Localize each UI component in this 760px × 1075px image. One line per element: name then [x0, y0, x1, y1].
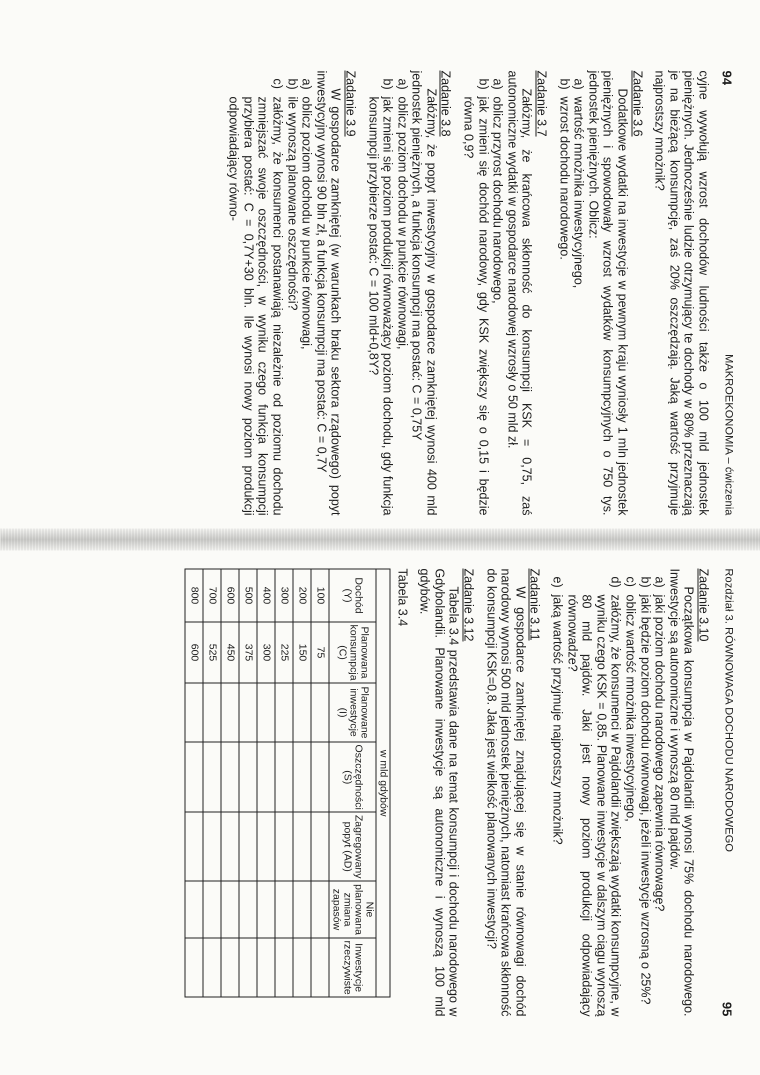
running-head: MAKROEKONOMIA – ćwiczenia [722, 353, 734, 515]
column-header: Dochód (Y) [329, 569, 376, 622]
task-title: Zadanie 3.6 [629, 70, 644, 137]
right-page-header [719, 568, 734, 1016]
page-number: 95 [719, 1001, 734, 1016]
left-page-header [719, 70, 734, 515]
running-head: Rozdział 3. RÓWNOWAGA DOCHODU NARODOWEGO [722, 568, 734, 852]
table-cell [311, 812, 329, 881]
item-text: jaką wartość przyjmuje najprostszy mnożnik? [550, 594, 565, 845]
item-marker: a) [394, 78, 409, 90]
task-text: Załóżmy, że krańcowa skłonność do konsumpcji KSK = 0,75, zaś autonomiczne wydatki w gospodarce narodowej wzrosły o 50 mld zł. [504, 70, 534, 515]
item-text: jak zmieni się dochód narodowy, gdy KSK zwiększy się o 0,15 i będzie równa 0,9? [461, 96, 490, 515]
table-cell [185, 683, 203, 742]
item-text: oblicz poziom dochodu w punkcie równowagi, [394, 96, 409, 349]
table-cell [257, 938, 275, 997]
column-header: Planowana konsumpcja (C) [329, 622, 376, 683]
table-row [275, 569, 293, 997]
table-cell [275, 742, 293, 812]
table-row [257, 569, 275, 997]
page-number: 94 [719, 70, 734, 85]
list-item [637, 568, 652, 1016]
table-cell [275, 683, 293, 742]
item-text: oblicz poziom dochodu w punkcie równowagi, [299, 96, 314, 349]
list-item [556, 70, 571, 515]
table-cell [185, 742, 203, 812]
table-cell [257, 683, 275, 742]
table-cell [293, 683, 311, 742]
list-item [365, 70, 394, 515]
table-cell: 400 [257, 569, 275, 622]
table-cell [203, 742, 221, 812]
table-cell: 100 [311, 569, 329, 622]
item-marker: a) [571, 78, 586, 90]
item-marker: b) [475, 78, 490, 90]
table-cell: 700 [203, 569, 221, 622]
table-unit-header: w mld gdybów [376, 569, 390, 997]
left-page-body [226, 70, 710, 515]
column-header: Zagregowany popyt (AD) [329, 812, 376, 881]
table-cell [221, 881, 239, 938]
list-item [226, 70, 284, 515]
data-table [184, 568, 390, 997]
table-cell: 450 [221, 622, 239, 683]
item-text: jak zmieni się poziom produkcji równoważący poziom dochodu, gdy funkcja konsumpcji przybierze postać: C = 100 mld+0,8Y? [365, 96, 395, 515]
continued-text: cyjne wywołują wzrost dochodów ludności także o 100 mld jednostek pieniężnych. Jednocześnie ludzie otrzymujący te dochody w 80% przeznaczają je na bieżącą konsumpcję, zaś 20% oszczędzają. Jaką wartość przyjmuje najprostszy mnożnik? [652, 70, 710, 515]
list-item [490, 70, 505, 515]
table-row [185, 569, 203, 997]
column-header: Planowane inwestycje (I) [329, 683, 376, 742]
item-marker: c) [623, 576, 638, 587]
table-cell [185, 881, 203, 938]
table-row [311, 569, 329, 997]
item-marker: a) [490, 78, 505, 90]
table-cell [185, 812, 203, 881]
table-cell [257, 742, 275, 812]
table-cell [239, 881, 257, 938]
item-text: jaki będzie poziom dochodu równowagi, jeżeli inwestycje wzrosną o 25%? [637, 594, 652, 1004]
table-cell [239, 812, 257, 881]
task-text: W gospodarce zamkniętej (w warunkach braku sektora rządowego) popyt inwestycyjny wynosi 90 bln zł, a funkcja konsumpcji ma postać: C = 0,7Y [313, 70, 343, 515]
item-marker: a) [299, 78, 314, 90]
table-cell: 225 [275, 622, 293, 683]
list-item [622, 568, 637, 1016]
list-item [564, 568, 622, 1016]
list-item [394, 70, 409, 515]
item-text: załóżmy, że konsumenci postanawiają niezależnie od poziomu dochodu zmniejszać swoje oszczędności, w wyniku czego funkcja konsumpcji przybiera postać: C = 0,7Y+30 bln. Ile wynosi nowy poziom produkcji odpowiadający równo- [226, 96, 284, 515]
table-row [293, 569, 311, 997]
task-title: Zadanie 3.9 [342, 70, 357, 137]
task-title: Zadanie 3.8 [438, 70, 453, 137]
table-cell [203, 938, 221, 997]
table-cell [311, 938, 329, 997]
table-cell: 150 [293, 622, 311, 683]
task-text: Tabela 3.4 przedstawia dane na temat konsumpcji i dochodu narodowego w Gdybolandii. Planowane inwestycje są autonomiczne i wynoszą 100 mld gdybów. [417, 568, 461, 1016]
right-page [0, 538, 760, 1075]
item-text: załóżmy, że konsumenci w Pajdolandii zwiększają wydatki konsumpcyjne, w wyniku czego KSK = 0,85. Planowane inwestycje w dalszym ciągu wynoszą 80 mld pajdów. Jaki jest nowy poziom produkcji odpowiadający równowadze? [564, 594, 623, 1016]
column-header: Nie planowana zmiana zapasów [329, 881, 376, 938]
item-marker: b) [637, 576, 652, 588]
task-text: Początkowa konsumpcja w Pajdolandii wynosi 75% dochodu narodowego. Inwestycje są autonomiczne i wynoszą 80 mld pajdów. [666, 568, 696, 1016]
task-title: Zadanie 3.10 [696, 568, 710, 641]
item-text: ile wynoszą planowane oszczędności? [284, 96, 299, 311]
list-item [461, 70, 490, 515]
table-cell [293, 742, 311, 812]
task-title: Zadanie 3.12 [461, 568, 476, 641]
column-header: Oszczędności (S) [329, 742, 376, 812]
table-cell [203, 881, 221, 938]
table-cell: 600 [185, 622, 203, 683]
item-marker: e) [550, 576, 565, 588]
table-cell [275, 812, 293, 881]
right-page-body [184, 568, 710, 1016]
table-cell [257, 881, 275, 938]
table-row [239, 569, 257, 997]
table-cell: 800 [185, 569, 203, 622]
table-caption: Tabela 3.4 [394, 568, 409, 626]
task-text: Załóżmy, że popyt inwestycyjny w gospodarce zamkniętej wynosi 400 mld jednostek pieniężnych, a funkcja konsumpcji ma postać: C = 0,75Y [409, 70, 438, 515]
table-cell: 525 [203, 622, 221, 683]
task-title: Zadanie 3.7 [534, 70, 549, 137]
task-title: Zadanie 3.11 [527, 568, 542, 641]
table-row [203, 569, 221, 997]
table-cell [203, 683, 221, 742]
table-cell [311, 683, 329, 742]
table-cell [221, 742, 239, 812]
table-cell [311, 881, 329, 938]
table-row [221, 569, 239, 997]
table-cell [239, 683, 257, 742]
list-item [299, 70, 314, 515]
table-cell: 600 [221, 569, 239, 622]
table-cell [203, 812, 221, 881]
list-item [549, 568, 564, 1016]
table-body [185, 569, 329, 997]
table-cell [221, 683, 239, 742]
table-cell [275, 938, 293, 997]
task-text: Dodatkowe wydatki na inwestycje w pewnym kraju wyniosły 1 mln jednostek pieniężnych i spowodowały wzrost wydatków konsumpcyjnych o 750 tys. jednostek pieniężnych. Oblicz: [585, 70, 630, 515]
list-item [652, 568, 667, 1016]
item-text: wartość mnożnika inwestycyjnego, [571, 96, 586, 288]
table-cell: 300 [275, 569, 293, 622]
column-header: Inwestycje rzeczywiste [329, 938, 376, 997]
table-cell: 300 [257, 622, 275, 683]
item-marker: d) [608, 576, 623, 588]
table-cell [239, 742, 257, 812]
left-page [0, 0, 760, 537]
item-text: wzrost dochodu narodowego. [556, 96, 571, 260]
item-marker: a) [652, 576, 667, 588]
task-text: W gospodarce zamkniętej znajdującej się w stanie równowagi dochód narodowy wynosi 500 mld jednostek pieniężnych, natomiast krańcowa skłonność do konsumpcji KSK=0,8. Jaka jest wielkość planowanych inwestycji? [483, 568, 527, 1016]
item-marker: b) [556, 78, 571, 90]
item-marker: b) [284, 78, 299, 90]
table-cell: 200 [293, 569, 311, 622]
item-marker: c) [269, 78, 284, 89]
list-item [571, 70, 586, 515]
table-cell [293, 938, 311, 997]
table-cell: 375 [239, 622, 257, 683]
table-cell [185, 938, 203, 997]
list-item [284, 70, 299, 515]
item-text: oblicz przyrost dochodu narodowego, [490, 96, 505, 304]
table-cell [275, 881, 293, 938]
table-cell [293, 881, 311, 938]
table-cell: 75 [311, 622, 329, 683]
table-cell [221, 812, 239, 881]
item-text: jaki poziom dochodu narodowego zapewnia równowagę? [652, 594, 667, 911]
item-marker: b) [380, 78, 395, 90]
table-cell [221, 938, 239, 997]
table-cell [311, 742, 329, 812]
table-cell [293, 812, 311, 881]
table-cell [257, 812, 275, 881]
item-text: oblicz wartość mnożnika inwestycyjnego, [623, 594, 638, 822]
table-cell: 500 [239, 569, 257, 622]
table-cell [239, 938, 257, 997]
